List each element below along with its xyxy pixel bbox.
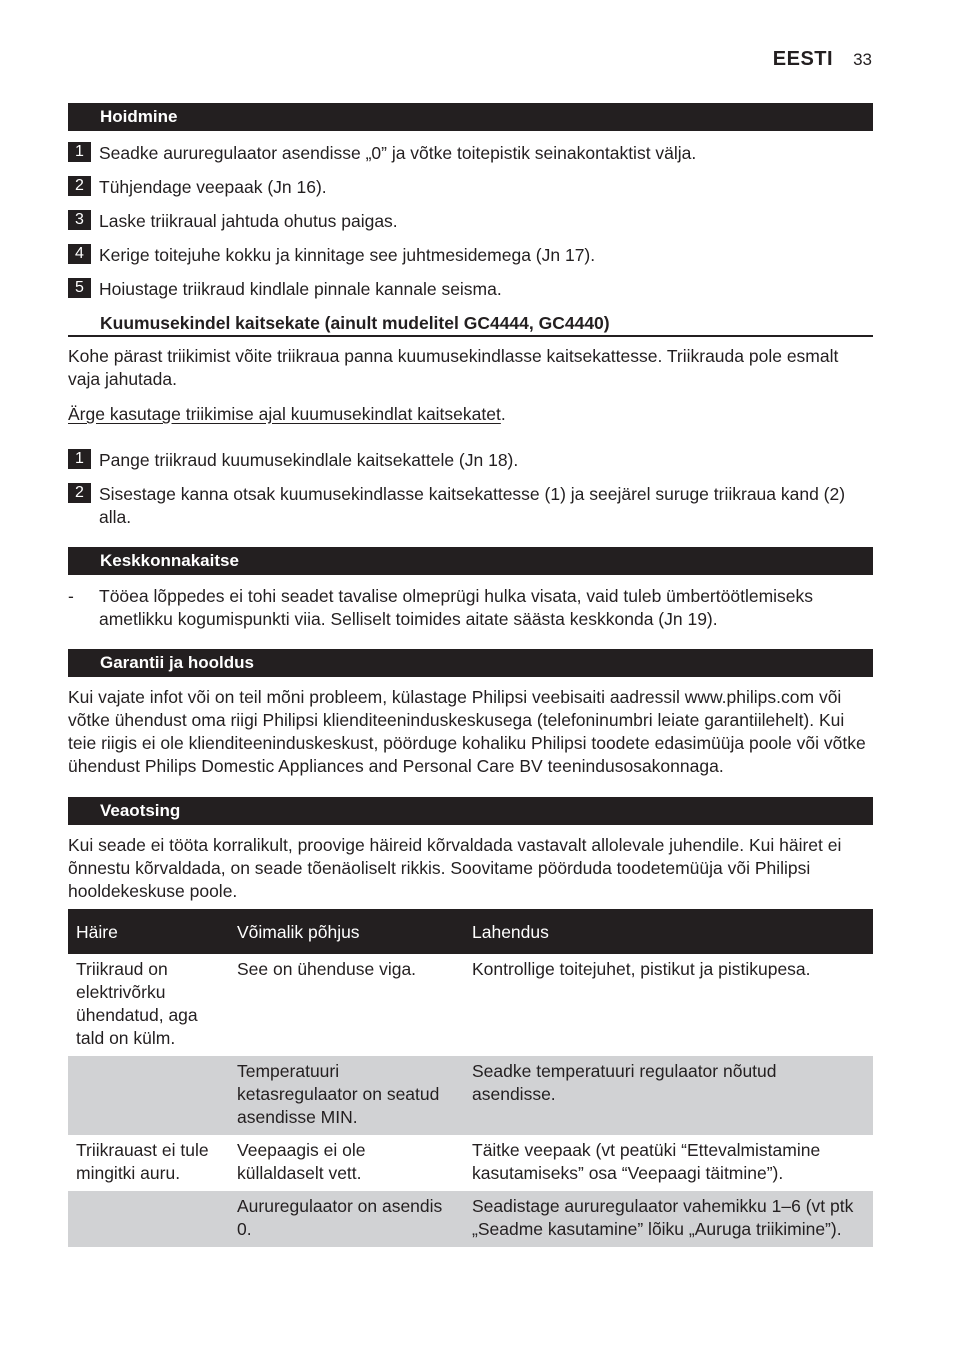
page-number: 33: [853, 50, 872, 69]
section-bar-garantii: Garantii ja hooldus: [68, 649, 873, 677]
section-bar-veaotsing: Veaotsing: [68, 797, 873, 825]
table-cell: Temperatuuri ketasregulaator on seatud asendisse MIN.: [229, 1056, 464, 1135]
table-cell: See on ühenduse viga.: [237, 959, 417, 979]
bullet-text: Tööea lõppedes ei tohi seadet tavalise olmeprügi hulka visata, vaid tuleb ümbertöötlemiseks ametlikku kogumispunkti viia. Selliselt toimides aitate säästa keskkonda (Jn 19).: [99, 586, 814, 629]
table-row: [68, 954, 873, 1056]
step-text: Kerige toitejuhe kokku ja kinnitage see juhtmesidemega (Jn 17).: [99, 245, 596, 265]
philips-link[interactable]: www.philips.com: [684, 687, 815, 707]
hoidmine-step-3: [68, 210, 873, 233]
step-text: Tühjendage veepaak (Jn 16).: [99, 177, 327, 197]
hoidmine-step-2: [68, 176, 873, 199]
step-text: Pange triikraud kuumusekindlale kaitsekattele (Jn 18).: [99, 450, 519, 470]
table-row: [68, 1191, 873, 1247]
step-text: Laske triikraual jahtuda ohutus paigas.: [99, 211, 398, 231]
table-cell: Veepaagis ei ole küllaldaselt vett.: [237, 1140, 366, 1183]
step-text: Hoiustage triikraud kindlale pinnale kannale seisma.: [99, 279, 502, 299]
table-cell: Täitke veepaak (vt peatüki “Ettevalmistamine kasutamiseks” osa “Veepaagi täitmine”).: [472, 1140, 821, 1183]
section-bar-keskkonnakaitse: Keskkonnakaitse: [68, 547, 873, 575]
section-bar-hoidmine: Hoidmine: [68, 103, 873, 131]
garantii-text-before: Kui vajate infot või on teil mõni probleem, külastage Philipsi veebisaiti aadressil: [68, 687, 685, 707]
step-number: 1: [68, 142, 91, 162]
step-number: 2: [68, 483, 91, 503]
warning-period: .: [500, 404, 506, 424]
page-header: [773, 48, 872, 71]
keskkonnakaitse-bullet: [68, 585, 873, 631]
kaitsekate-step-2: [68, 483, 873, 529]
garantii-text: [68, 686, 873, 778]
step-number: 2: [68, 176, 91, 196]
table-row: [68, 1135, 873, 1191]
table-cell: Seadistage aururegulaator vahemikku 1–6 (vt ptk „Seadme kasutamine” lõiku „Auruga triikimine”).: [464, 1191, 873, 1247]
table-header-row: [68, 909, 873, 954]
column-header-lahendus: Lahendus: [464, 909, 873, 954]
table-cell: Triikrauast ei tule mingitki auru.: [76, 1140, 209, 1183]
step-text: Sisestage kanna otsak kuumusekindlasse kaitsekattesse (1) ja seejärel suruge triikraua kand (2) alla.: [99, 484, 846, 527]
veaotsing-intro: Kui seade ei tööta korralikult, proovige häireid kõrvaldada vastavalt allolevale juhendile. Kui häiret ei õnnestu kõrvaldada, on seade tõenäoliselt rikkis. Soovitame pöörduda toodetemüüja või Philipsi hooldekeskuse poole.: [68, 835, 842, 901]
hoidmine-step-4: [68, 244, 873, 267]
table-cell: Kontrollige toitejuhet, pistikut ja pistikupesa.: [472, 959, 811, 979]
table-cell: Seadke temperatuuri regulaator nõutud asendisse.: [464, 1056, 873, 1135]
kaitsekate-intro: Kohe pärast triikimist võite triikraua panna kuumusekindlasse kaitsekattesse. Triikrauda pole esmalt vaja jahutada.: [68, 346, 839, 389]
column-header-haire: Häire: [68, 909, 229, 954]
column-header-pohjus: Võimalik põhjus: [229, 909, 464, 954]
step-number: 1: [68, 449, 91, 469]
step-number: 3: [68, 210, 91, 230]
step-text: Seadke aururegulaator asendisse „0” ja võtke toitepistik seinakontaktist välja.: [99, 143, 697, 163]
kaitsekate-warning: [68, 403, 873, 426]
garantii-text-after: või võtke ühendust oma riigi Philipsi klienditeeninduskeskusega (telefoninumbri leiate garantiilehelt). Kui teie riigis ei ole klienditeeninduskeskust, pöörduge kohaliku Philipsi toodete edasimüüja poole või võtke ühendust Philips Domestic Appliances and Personal Care BV teenindusosakonnaga.: [68, 687, 866, 776]
hoidmine-step-5: [68, 278, 873, 301]
subsection-title-kaitsekate: Kuumusekindel kaitsekate (ainult mudelitel GC4444, GC4440): [100, 313, 610, 333]
step-number: 4: [68, 244, 91, 264]
table-cell: Triikraud on elektrivõrku ühendatud, aga tald on külm.: [76, 959, 198, 1048]
table-cell: [68, 1191, 229, 1247]
kaitsekate-step-1: [68, 449, 873, 472]
bullet-dash: -: [68, 586, 74, 606]
troubleshooting-table: [68, 909, 873, 1247]
hoidmine-step-1: [68, 142, 873, 165]
warning-text: Ärge kasutage triikimise ajal kuumusekindlat kaitsekatet: [68, 404, 501, 424]
language-label: EESTI: [772, 48, 834, 70]
step-number: 5: [68, 278, 91, 298]
table-row: [68, 1056, 873, 1135]
table-cell: [68, 1056, 229, 1135]
table-cell: Aururegulaator on asendis 0.: [229, 1191, 464, 1247]
subsection-rule: [68, 335, 873, 337]
